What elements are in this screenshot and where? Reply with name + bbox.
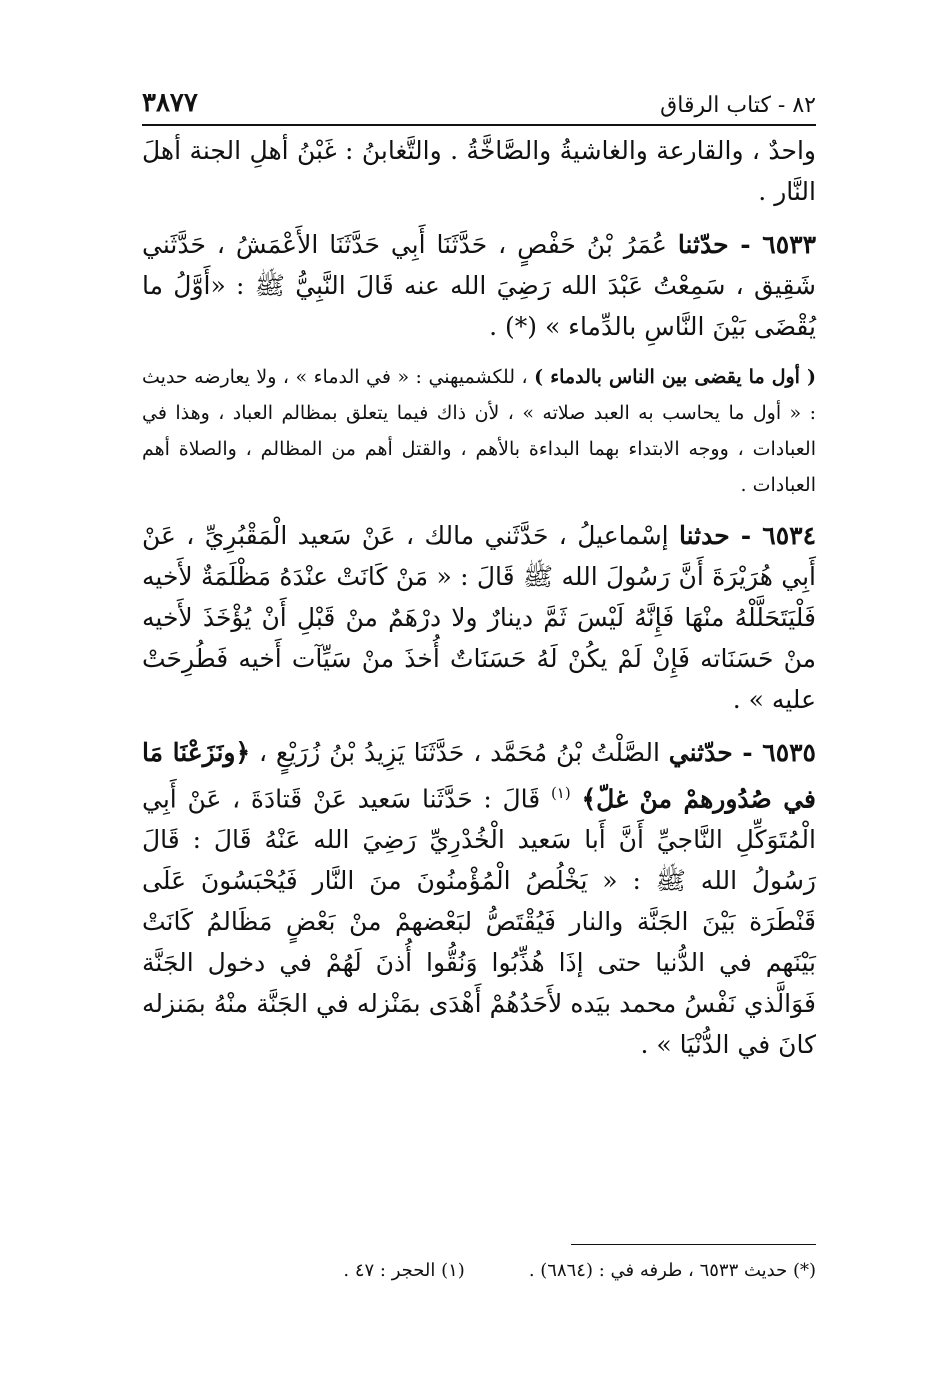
quran-verse: ﴿ونَزَعْنَا مَا في صُدُورهمْ منْ غلّ﴾ <box>142 738 817 814</box>
commentary-lead: ( أول ما يقضى بين الناس بالدماء ) <box>534 366 817 388</box>
page-number: ٣٨٧٧ <box>142 88 198 118</box>
footnote-ref: (١) <box>550 784 571 802</box>
continuation-paragraph: واحدٌ ، والقارعة والغاشيةُ والصَّاخَّةُ . والتَّغابنُ : غَبْنُ أهلِ الجنة أهلَ النَّار . <box>142 136 816 206</box>
hadith-6534-number: ٦٥٣٤ - حدثنا <box>678 521 816 550</box>
hadith-6535 <box>142 732 816 1065</box>
hadith-6535-number: ٦٥٣٥ - حدّثني <box>668 738 816 767</box>
commentary-paragraph <box>142 359 816 503</box>
footnotes <box>142 1256 816 1286</box>
commentary-text: ، للكشميهني : « في الدماء » ، ولا يعارضه حديث : « أول ما يحاسب به العبد صلاته » ، لأن ذاك فيما يتعلق بمظالم العباد ، وهذا في العبادات ، ووجه الابتداء بهما البداءة بالأهم ، والقتل أهم من المظالم ، والصلاة أهم العبادات . <box>142 366 816 496</box>
chapter-title: ٨٢ - كتاب الرقاق <box>660 93 816 118</box>
hadith-6534 <box>142 515 816 720</box>
footnote-star: (*) حديث ٦٥٣٣ ، طرفه في : (٦٨٦٤) . <box>528 1260 816 1281</box>
page-body <box>142 130 816 1077</box>
hadith-6535-text-after: قَالَ : حَدَّثَنا سَعيد عَنْ قَتادَةَ ، عَنْ أَبِي الْمُتَوَكِّلِ النَّاجيِّ أَنَّ أَبا سَعيد الْخُدْرِيِّ رَضِيَ الله عَنْهُ قَالَ : قَالَ رَسُولُ الله ﷺ : « يَخْلُصُ الْمُؤْمنُونَ منَ النَّار فَيُحْبَسُونَ عَلَى قَنْطَرَة بَيْنَ الجَنَّة والنار فَيُقْتَصُّ لبَعْضهمْ منْ بَعْضٍ مَظَالمُ كَانَتْ بَيْنَهم في الدُّنيا حتى إذَا هُذِّبُوا وَنُقُّوا أُذنَ لَهُمْ في دخول الجَنَّة فَوَالَّذي نَفْسُ محمد بيَده لأَحَدُهُمْ أَهْدَى بمَنْزله في الجَنَّة منْهُ بمَنزله كانَ في الدُّنْيَا » . <box>142 784 816 1060</box>
hadith-6533-number: ٦٥٣٣ - حدّثنا <box>677 230 816 259</box>
header-divider <box>142 124 816 126</box>
footnote-divider <box>571 1244 816 1245</box>
footnote-one: (١) الحجر : ٤٧ . <box>343 1260 465 1281</box>
hadith-6535-text-before: الصَّلْتُ بْنُ مُحَمَّد ، حَدَّثَنَا يَزِيدُ بْنُ زُرَيْعٍ ، <box>259 738 660 767</box>
hadith-6534-text: إسْماعيلُ ، حَدَّثَني مالك ، عَنْ سَعيد الْمَقْبُرِيِّ ، عَنْ أَبِي هُرَيْرَةَ أَنَّ رَسُولَ الله ﷺ قَالَ : « مَنْ كَانَتْ عنْدَهُ مَظْلَمَةٌ لأَخيه فَلْيَتَحَلَّلْهُ منْهَا فَإِنَّهُ لَيْسَ ثَمَّ دينارٌ ولا درْهَمٌ منْ قَبْلِ أَنْ يُؤْخَذَ لأَخيه منْ حَسَنَاته فَإِنْ لَمْ يكُنْ لَهُ حَسَنَاتٌ أُخذَ منْ سَيِّآت أَخيه فَطُرِحَتْ عليه » . <box>142 521 816 714</box>
hadith-6533-text: عُمَرُ بْنُ حَفْصٍ ، حَدَّثَنَا أَبِي حَدَّثَنَا الأَعْمَشُ ، حَدَّثَني شَقِيق ، سَمِعْتُ عَبْدَ الله رَضِيَ الله عنه قَالَ النَّبِيُّ ﷺ : «أَوَّلُ ما يُقْضَى بَيْنَ النَّاسِ بالدِّماء » (*) . <box>142 230 816 341</box>
hadith-6533 <box>142 224 816 347</box>
page-header <box>142 74 816 118</box>
